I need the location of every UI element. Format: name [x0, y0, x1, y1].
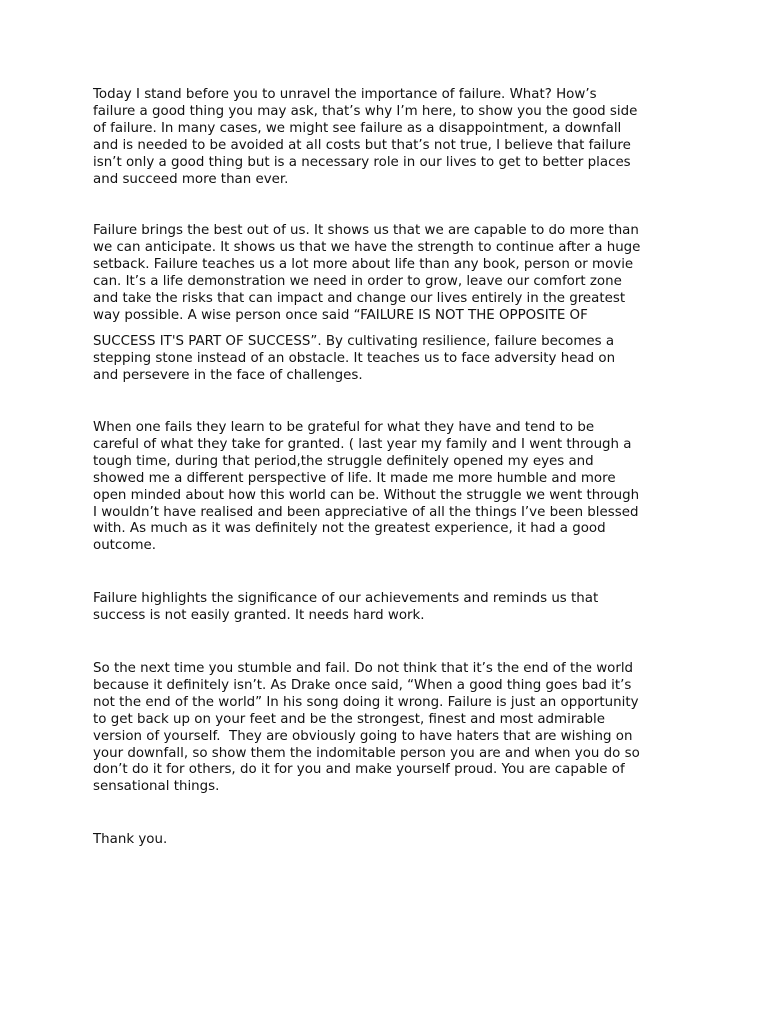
text-line: to get back up on your feet and be the strongest, finest and most admirable	[93, 711, 605, 727]
text-line: I wouldn’t have realised and been appreciative of all the things I’ve been blessed	[93, 504, 639, 520]
text-line: your downfall, so show them the indomitable person you are and when you do so	[93, 745, 640, 761]
text-line: don’t do it for others, do it for you and make yourself proud. You are capable of	[93, 762, 625, 778]
text-line: setback. Failure teaches us a lot more about life than any book, person or movie	[93, 256, 634, 272]
closing-text: Thank you.	[93, 832, 168, 847]
text-line: because it definitely isn’t. As Drake once said, “When a good thing goes bad it’s	[93, 677, 632, 693]
paragraph-best-out-of-us	[93, 223, 683, 324]
text-line: tough time, during that period,the struggle definitely opened my eyes and	[93, 453, 594, 469]
text-line: sensational things.	[93, 779, 220, 795]
text-line: Failure brings the best out of us. It shows us that we are capable to do more than	[93, 223, 639, 238]
text-line: careful of what they take for granted. ( last year my family and I went through a	[93, 436, 632, 452]
closing-line	[93, 832, 683, 849]
text-line: isn’t only a good thing but is a necessary role in our lives to get to better places	[93, 154, 631, 170]
paragraph-gratitude	[93, 420, 683, 555]
text-line: can. It’s a life demonstration we need in order to grow, leave our comfort zone	[93, 273, 622, 289]
text-line: Failure highlights the significance of our achievements and reminds us that	[93, 591, 599, 606]
text-line: way possible. A wise person once said “FAILURE IS NOT THE OPPOSITE OF	[93, 307, 588, 323]
text-line: Today I stand before you to unravel the importance of failure. What? How’s	[93, 87, 597, 102]
paragraph-next-time	[93, 661, 683, 796]
text-line: stepping stone instead of an obstacle. It teaches us to face adversity head on	[93, 350, 616, 366]
text-line: not the end of the world” In his song doing it wrong. Failure is just an opportunity	[93, 694, 639, 710]
text-line: outcome.	[93, 538, 157, 554]
text-line: So the next time you stumble and fail. Do not think that it’s the end of the world	[93, 661, 634, 676]
text-line: showed me a different perspective of life. It made me more humble and more	[93, 470, 616, 486]
text-line: and take the risks that can impact and change our lives entirely in the greatest	[93, 290, 626, 306]
text-line: with. As much as it was definitely not the greatest experience, it had a good	[93, 521, 606, 537]
paragraph-introduction	[93, 87, 683, 188]
text-line: and is needed to be avoided at all costs but that’s not true, I believe that failure	[93, 137, 631, 153]
text-line: of failure. In many cases, we might see failure as a disappointment, a downfall	[93, 120, 622, 136]
paragraph-achievements	[93, 591, 683, 625]
text-line: failure a good thing you may ask, that’s why I’m here, to show you the good side	[93, 103, 638, 119]
text-line: open minded about how this world can be. Without the struggle we went through	[93, 487, 640, 503]
text-line: we can anticipate. It shows us that we have the strength to continue after a huge	[93, 239, 641, 255]
text-line: and persevere in the face of challenges.	[93, 367, 363, 383]
text-line: version of yourself. They are obviously going to have haters that are wishing on	[93, 728, 633, 744]
text-line: When one fails they learn to be grateful for what they have and tend to be	[93, 420, 595, 435]
text-line: SUCCESS IT'S PART OF SUCCESS”. By cultivating resilience, failure becomes a	[93, 334, 615, 349]
text-line: success is not easily granted. It needs hard work.	[93, 607, 425, 623]
paragraph-best-out-of-us-continued	[93, 334, 683, 385]
text-line: and succeed more than ever.	[93, 171, 289, 187]
